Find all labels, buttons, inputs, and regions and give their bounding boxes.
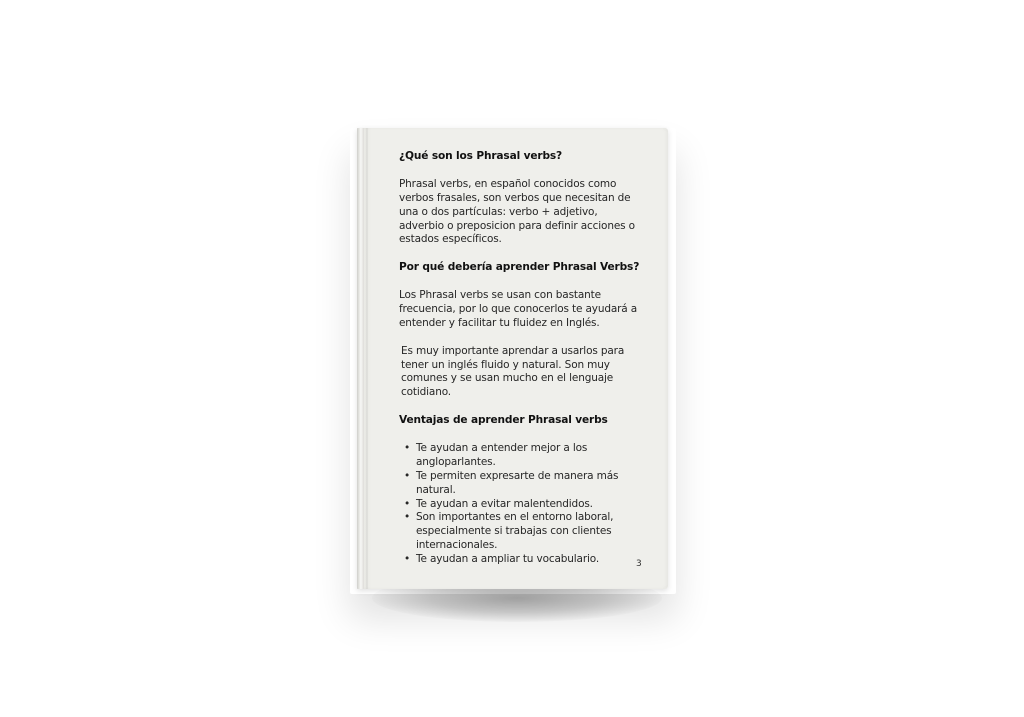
paragraph-frequency: Los Phrasal verbs se usan con bastante frecuencia, por lo que conocerlos te ayudará a entender y facilitar tu fluidez en Inglés.	[399, 289, 638, 329]
heading-why-learn: Por qué debería aprender Phrasal Verbs?	[399, 261, 640, 274]
list-item: • Te ayudan a ampliar tu vocabulario.	[399, 553, 645, 567]
spacer	[399, 331, 645, 345]
list-item: • Te ayudan a evitar malentendidos.	[399, 498, 645, 512]
list-item: • Son importantes en el entorno laboral, especialmente si trabajas con clientes internacionales.	[399, 511, 645, 553]
paragraph-definition: Phrasal verbs, en español conocidos como verbos frasales, son verbos que necesitan de una o dos partículas: verbo + adjetivo, adverbio o preposicion para definir acciones o estados específicos.	[399, 177, 635, 246]
page-content	[399, 150, 645, 567]
list-item: • Te permiten expresarte de manera más natural.	[399, 470, 645, 498]
spacer	[399, 428, 645, 442]
spacer	[399, 164, 645, 178]
list-item: • Te ayudan a entender mejor a los angloparlantes.	[399, 442, 645, 470]
spacer	[399, 400, 645, 414]
spacer	[399, 275, 645, 289]
book-page	[357, 128, 668, 589]
heading-advantages: Ventajas de aprender Phrasal verbs	[399, 414, 608, 427]
spacer	[399, 247, 645, 261]
paragraph-importance: Es muy importante aprendar a usarlos para tener un inglés fluido y natural. Son muy comunes y se usan mucho en el lenguaje cotidiano.	[401, 344, 625, 399]
page-number: 3	[636, 559, 642, 569]
advantages-list	[399, 442, 645, 567]
heading-what-are-phrasal-verbs: ¿Qué son los Phrasal verbs?	[399, 150, 563, 162]
